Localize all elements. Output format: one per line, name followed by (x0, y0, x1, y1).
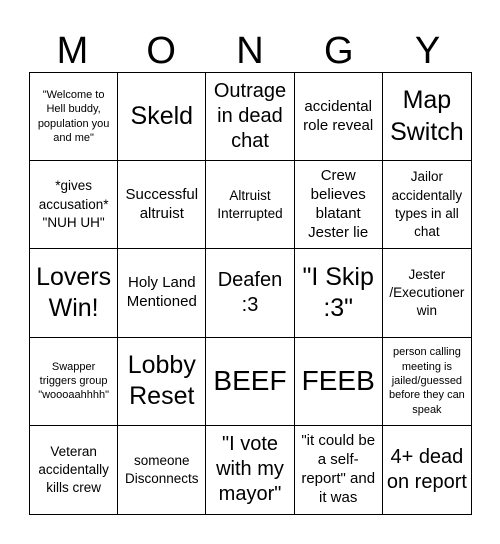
header-letter-m: M (56, 30, 89, 72)
bingo-header (28, 30, 472, 72)
bingo-cell[interactable]: Deafen :3 (206, 249, 294, 337)
bingo-cell[interactable]: "I vote with my mayor" (206, 426, 294, 514)
bingo-cell[interactable]: someone Disconnects (118, 426, 206, 514)
bingo-cell[interactable]: "I Skip :3" (295, 249, 383, 337)
bingo-cell[interactable]: Outrage in dead chat (206, 73, 294, 161)
bingo-cell[interactable]: Jester /Executioner win (383, 249, 471, 337)
bingo-cell[interactable]: Successful altruist (118, 161, 206, 249)
bingo-cell[interactable]: Swapper triggers group "woooaahhhh" (30, 338, 118, 426)
bingo-cell[interactable]: Lobby Reset (118, 338, 206, 426)
bingo-cell[interactable]: Crew believes blatant Jester lie (295, 161, 383, 249)
bingo-cell[interactable]: Skeld (118, 73, 206, 161)
bingo-cell[interactable]: accidental role reveal (295, 73, 383, 161)
header-letter-o: O (146, 30, 176, 72)
bingo-cell[interactable]: person calling meeting is jailed/guessed before they can speak (383, 338, 471, 426)
bingo-cell[interactable]: Lovers Win! (30, 249, 118, 337)
bingo-cell[interactable]: *gives accusation* "NUH UH" (30, 161, 118, 249)
header-letter-y: Y (414, 30, 441, 72)
bingo-cell[interactable]: Holy Land Mentioned (118, 249, 206, 337)
bingo-cell[interactable]: FEEB (295, 338, 383, 426)
header-letter-n: N (236, 30, 264, 72)
bingo-cell[interactable]: "it could be a self-report" and it was (295, 426, 383, 514)
bingo-board (29, 72, 472, 515)
bingo-cell[interactable]: "Welcome to Hell buddy, population you and me" (30, 73, 118, 161)
bingo-cell[interactable]: Map Switch (383, 73, 471, 161)
bingo-cell[interactable]: Jailor accidentally types in all chat (383, 161, 471, 249)
header-letter-g: G (324, 30, 354, 72)
bingo-cell[interactable]: Altruist Interrupted (206, 161, 294, 249)
bingo-cell[interactable]: BEEF (206, 338, 294, 426)
bingo-cell[interactable]: Veteran accidentally kills crew (30, 426, 118, 514)
bingo-cell[interactable]: 4+ dead on report (386, 445, 467, 493)
